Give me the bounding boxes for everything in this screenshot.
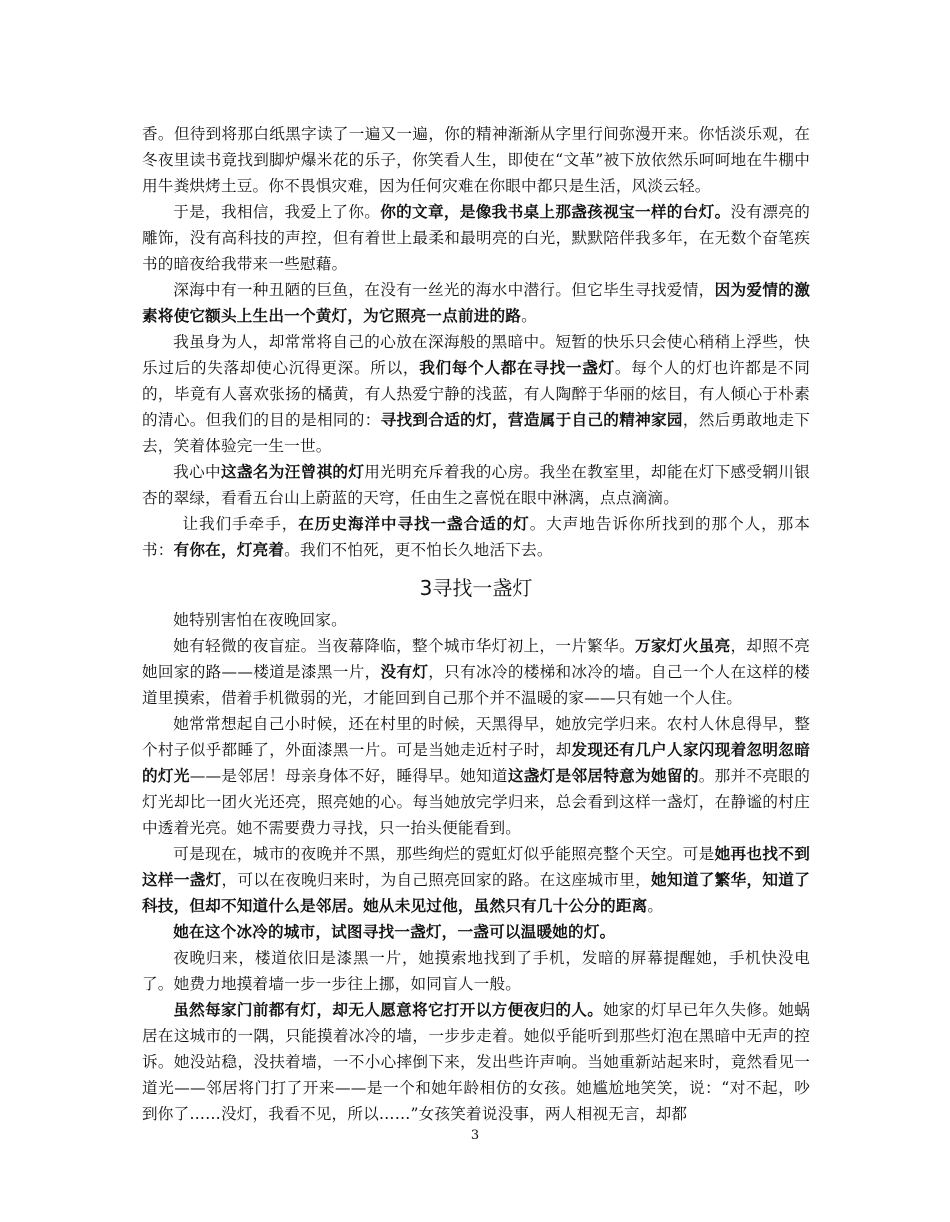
essay-section-before [142,121,810,563]
body-text: 她有轻微的夜盲症。当夜幕降临，整个城市华灯初上，一片繁华。 [173,637,635,655]
para-desk-lamp [142,199,810,277]
bold-text: 我们每个人都在寻找一盏灯 [419,358,615,377]
para-night-blindness [142,633,810,711]
para-city-night [142,841,810,919]
para-hand-in-hand [142,511,810,563]
body-text: 她家的灯早已年久失修。她蜗居在这城市的一隅，只能摸着冰冷的墙，一步步走着。她似乎能听到那些灯泡在黑暗中无声的控诉。她没站稳，没扶着墙，一不小心摔倒下来，发出些许声响。当她重新站起来时，竟然看见一道光——邻居将门打了开来——是一个和她年龄相仿的女孩。她尴尬地笑笑，说：“对不起，吵到你了……没灯，我看不见，所以……”女孩笑着说没事，两人相视无言，却都 [142,1001,810,1123]
bold-text: 万家灯火虽亮 [634,636,731,655]
body-text: ，只有冰冷的楼梯和冰冷的墙。自己一个人在这样的楼道里摸索，借着手机微弱的光，才能回到自己那个并不温暖的家——只有她一个人住。 [142,663,810,707]
para-everyone-seeks-lamp [142,329,810,459]
body-text: 她常常想起自己小时候，还在村里的时候，天黑得早，她放完学归来。农村人休息得早，整个村子似乎都睡了，外面漆黑一片。可是当她走近村子时，却 [142,715,810,759]
body-text: ，然后勇敢地走下去，笑着体验完一生一世。 [142,411,810,455]
bold-text: 她再也找不到这样一盏灯 [142,844,810,889]
body-text: 于是，我相信，我爱上了你。 [173,203,381,221]
body-text: 。 [521,307,537,325]
body-text: 香。但待到将那白纸黑字读了一遍又一遍，你的精神渐渐从字里行间弥漫开来。你恬淡乐观，在冬夜里读书竟找到脚炉爆米花的乐子，你笑看人生，即使在“文革”被下放依然乐呵呵地在牛棚中用牛粪烘烤土豆。你不畏惧灾难，因为任何灾难在你眼中都只是生活，风淡云轻。 [142,125,810,195]
body-text: 深海中有一种丑陋的巨鱼，在没有一丝光的海水中潜行。但它毕生寻找爱情， [173,281,715,299]
body-text: 没有漂亮的雕饰，没有高科技的声控，但有着世上最柔和最明亮的白光，默默陪伴我多年，在无数个奋笔疾书的暗夜给我带来一些慰藉。 [142,203,810,273]
body-text: 用光明充斥着我的心房。我坐在教室里，却能在灯下感受辋川银杏的翠绿，看看五台山上蔚蓝的天穹，任由生之喜悦在眼中淋漓，点点滴滴。 [142,463,810,507]
bold-text: 你的文章，是像我书桌上那盏孩视宝一样的台灯。 [380,202,731,221]
document-body [142,121,810,1127]
para-afraid-of-night [142,607,810,633]
bold-text: 有你在，灯亮着 [173,540,285,559]
body-text: 。 [647,897,664,915]
bold-text: 她知道了繁华，知道了科技，但却不知道什么是邻居。她从未见过他，虽然只有几十公分的距离 [142,870,810,915]
para-village-memory [142,711,810,841]
page-number: 3 [470,1128,480,1143]
bold-text: 寻找到合适的灯，营造属于自己的精神家园 [380,410,683,429]
para-wang-zengqi-lamp [142,459,810,511]
body-text: 。我们不怕死，更不怕长久地活下去。 [284,541,553,559]
body-text: ，却照不亮她回家的路——楼道是漆黑一片， [142,637,810,681]
body-text: 。每个人的灯也许都是不同的，毕竟有人喜欢张扬的橘黄，有人热爱宁静的浅蓝，有人陶醉于华丽的炫目，有人倾心于朴素的清心。但我们的目的是相同的： [142,359,810,429]
para-neighbor-girl [142,997,810,1127]
para-phone-battery [142,945,810,997]
bold-text: 没有灯 [380,662,429,681]
section-heading: 3寻找一盏灯 [419,576,533,600]
body-text: 我虽身为人，却常常将自己的心放在深海般的黑暗中。短暂的快乐只会使心稍稍上浮些，快乐过后的失落却使心沉得更深。所以， [142,333,810,377]
body-text: ，可以在夜晚归来时，为自己照亮回家的路。在这座城市里， [221,871,652,889]
para-try-to-find [142,919,810,945]
para-deep-sea-fish [142,277,810,329]
body-text: 。那并不亮眼的灯光却比一团火光还亮，照亮她的心。每当她放完学归来，总会看到这样一盏灯，在静谧的村庄中透着光亮。她不需要费力寻找，只一抬头便能看到。 [142,767,810,837]
body-text: 可是现在，城市的夜晚并不黑，那些绚烂的霓虹灯似乎能照亮整个天空。可是 [173,845,715,863]
body-text: 。大声地告诉你所找到的那个人，那本书： [142,515,810,559]
para-continuation [142,121,810,199]
essay-section-after [142,607,810,1127]
body-text: 夜晚归来，楼道依旧是漆黑一片，她摸索地找到了手机，发暗的屏幕提醒她，手机快没电了。她费力地摸着墙一步一步往上挪，如同盲人一般。 [142,949,810,993]
body-text: ——是邻居！母亲身体不好，睡得早。她知道 [189,767,508,785]
bold-text: 在历史海洋中寻找一盏合适的灯 [298,514,530,533]
body-text: 她特别害怕在夜晚回家。 [173,611,347,629]
body-text: 我心中 [173,463,221,481]
bold-text: 因为爱情的激素将使它额头上生出一个黄灯，为它照亮一点前进的路 [142,280,810,325]
bold-text: 她在这个冰冷的城市，试图寻找一盏灯，一盏可以温暖她的灯。 [173,922,616,941]
body-text: 让我们手牵手， [182,515,299,533]
bold-text: 这盏名为汪曾祺的灯 [220,462,365,481]
bold-text: 虽然每家门前都有灯，却无人愿意将它打开以方便夜归的人。 [173,1000,604,1019]
bold-text: 发现还有几户人家闪现着忽明忽暗的灯光 [142,740,810,785]
bold-text: 这盏灯是邻居特意为她留的 [507,766,699,785]
